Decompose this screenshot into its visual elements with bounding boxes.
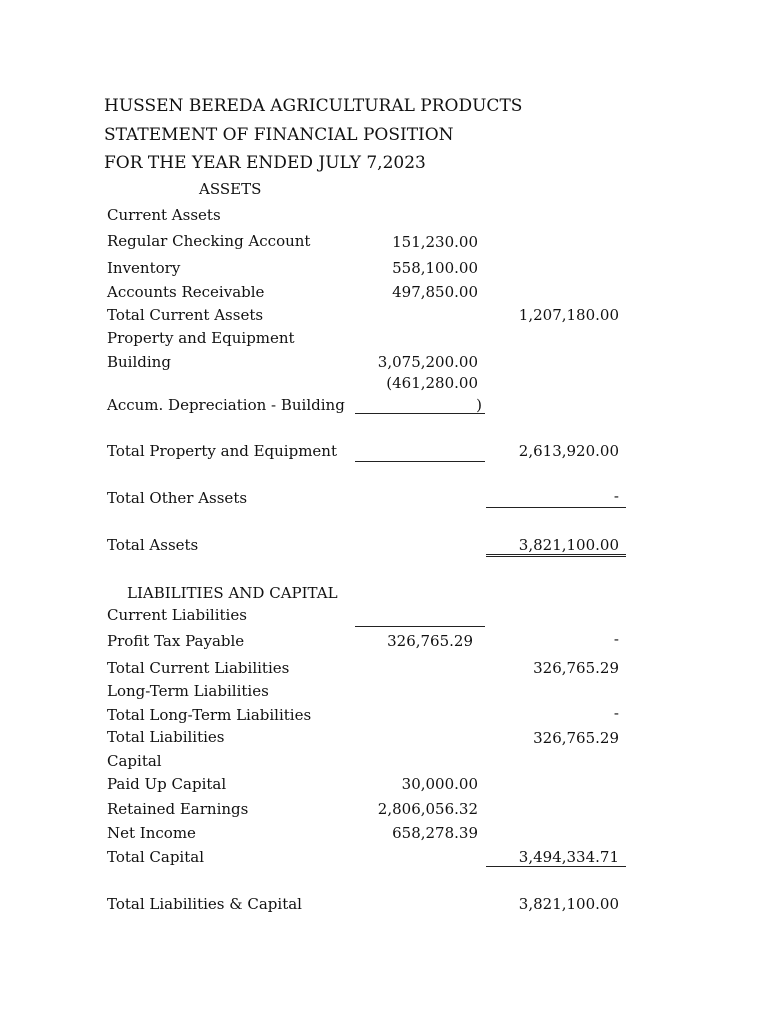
checking-account-label: Regular Checking Account xyxy=(107,232,311,250)
building-label: Building xyxy=(107,353,171,371)
total-current-assets-label: Total Current Assets xyxy=(107,306,264,324)
total-capital-underline xyxy=(486,866,626,867)
current-liabilities-line xyxy=(355,626,485,627)
total-current-liabilities-value: 326,765.29 xyxy=(533,659,619,677)
depreciation-value-line1: (461,280.00 xyxy=(386,374,478,392)
checking-account-value: 151,230.00 xyxy=(392,233,478,251)
total-capital-label: Total Capital xyxy=(107,848,204,866)
total-current-assets-value: 1,207,180.00 xyxy=(518,306,619,324)
net-income-value: 658,278.39 xyxy=(392,824,478,842)
building-value: 3,075,200.00 xyxy=(377,353,478,371)
paid-up-capital-value: 30,000.00 xyxy=(401,775,478,793)
depreciation-value-line2: ) xyxy=(476,396,482,414)
profit-tax-label: Profit Tax Payable xyxy=(107,632,245,650)
liabilities-section-title: LIABILITIES AND CAPITAL xyxy=(127,584,338,602)
total-other-assets-label: Total Other Assets xyxy=(107,489,248,507)
retained-earnings-label: Retained Earnings xyxy=(107,800,249,818)
total-long-term-liabilities-value: - xyxy=(613,704,619,722)
long-term-liabilities-label: Long-Term Liabilities xyxy=(107,682,269,700)
total-liabilities-label: Total Liabilities xyxy=(107,728,225,746)
total-assets-value: 3,821,100.00 xyxy=(518,536,619,554)
total-assets-label: Total Assets xyxy=(107,536,199,554)
total-ppe-value: 2,613,920.00 xyxy=(518,442,619,460)
capital-label: Capital xyxy=(107,752,162,770)
total-ppe-label: Total Property and Equipment xyxy=(107,442,337,460)
statement-period: FOR THE YEAR ENDED JULY 7,2023 xyxy=(104,153,426,173)
profit-tax-total: - xyxy=(613,630,619,648)
total-capital-value: 3,494,334.71 xyxy=(518,848,619,866)
paid-up-capital-label: Paid Up Capital xyxy=(107,775,227,793)
inventory-label: Inventory xyxy=(107,259,181,277)
statement-title: STATEMENT OF FINANCIAL POSITION xyxy=(104,125,454,145)
total-liabilities-capital-value: 3,821,100.00 xyxy=(518,895,619,913)
total-long-term-liabilities-label: Total Long-Term Liabilities xyxy=(107,706,312,724)
current-assets-label: Current Assets xyxy=(107,206,221,224)
total-current-liabilities-label: Total Current Liabilities xyxy=(107,659,290,677)
accounts-receivable-label: Accounts Receivable xyxy=(107,283,265,301)
company-name: HUSSEN BEREDA AGRICULTURAL PRODUCTS xyxy=(104,96,523,116)
profit-tax-value: 326,765.29 xyxy=(387,632,473,650)
total-other-assets-value: - xyxy=(613,487,619,505)
net-income-label: Net Income xyxy=(107,824,196,842)
assets-section-title: ASSETS xyxy=(199,180,262,198)
current-liabilities-label: Current Liabilities xyxy=(107,606,247,624)
ppe-subtotal-line xyxy=(355,461,485,462)
total-assets-double-underline xyxy=(486,554,626,557)
depreciation-label: Accum. Depreciation - Building xyxy=(107,396,345,414)
other-assets-underline xyxy=(486,507,626,508)
retained-earnings-value: 2,806,056.32 xyxy=(377,800,478,818)
total-liabilities-value: 326,765.29 xyxy=(533,729,619,747)
total-liabilities-capital-label: Total Liabilities & Capital xyxy=(107,895,302,913)
depreciation-underline xyxy=(355,413,485,414)
accounts-receivable-value: 497,850.00 xyxy=(392,283,478,301)
property-equipment-label: Property and Equipment xyxy=(107,329,295,347)
inventory-value: 558,100.00 xyxy=(392,259,478,277)
